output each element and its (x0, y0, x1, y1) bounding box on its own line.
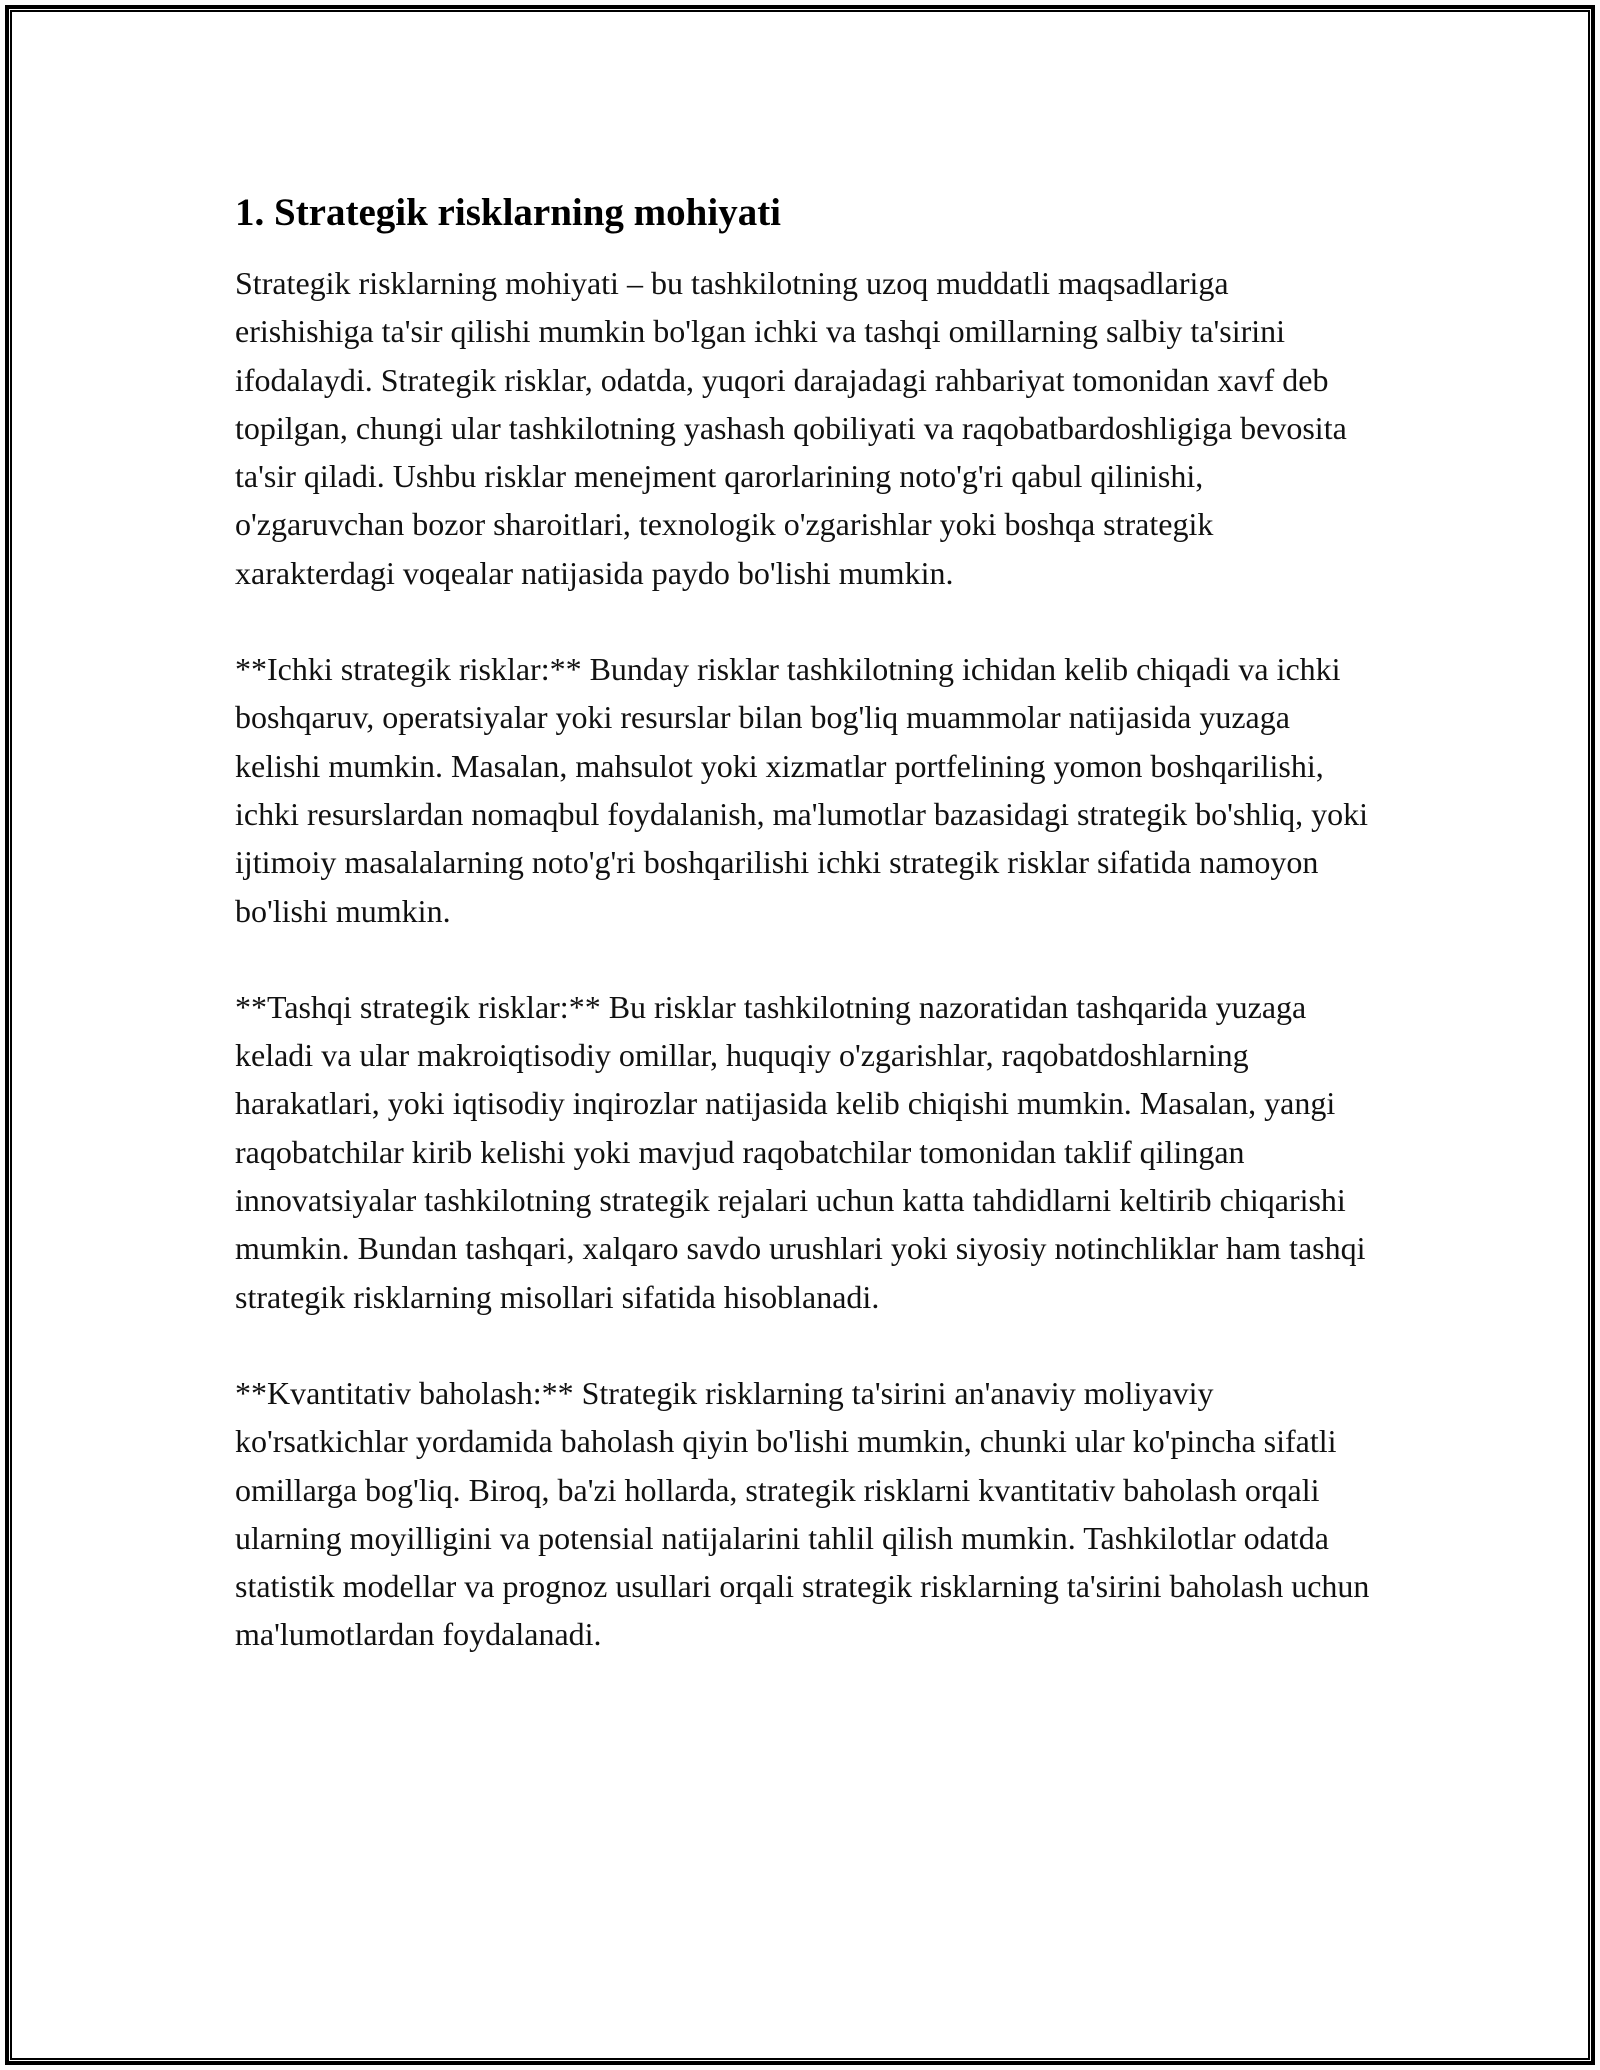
document-body (235, 185, 1375, 1707)
paragraph-external-risks: **Tashqi strategik risklar:** Bu risklar tashkilotning nazoratidan tashqarida yuzaga keladi va ular makroiqtisodiy omillar, huquqiy o'zgarishlar, raqobatdoshlarning harakatlari, yoki iqtisodiy inqirozlar natijasida kelib chiqishi mumkin. Masalan, yangi raqobatchilar kirib kelishi yoki mavjud raqobatchilar tomonidan taklif qilingan innovatsiyalar tashkilotning strategik rejalari uchun katta tahdidlarni keltirib chiqarishi mumkin. Bundan tashqari, xalqaro savdo urushlari yoki siyosiy notinchliklar ham tashqi strategik risklarning misollari sifatida hisoblanadi. (235, 988, 1366, 1315)
paragraph-quantitative-assessment: **Kvantitativ baholash:** Strategik risklarning ta'sirini an'anaviy moliyaviy ko'rsatkichlar yordamida baholash qiyin bo'lishi mumkin, chunki ular ko'pincha sifatli omillarga bog'liq. Biroq, ba'zi hollarda, strategik risklarni kvantitativ baholash orqali ularning moyilligini va potensial natijalarini tahlil qilish mumkin. Tashkilotlar odatda statistik modellar va prognoz usullari orqali strategik risklarning ta'sirini baholash uchun ma'lumotlardan foydalanadi. (235, 1374, 1370, 1653)
paragraph-intro: Strategik risklarning mohiyati – bu tashkilotning uzoq muddatli maqsadlariga erishishiga ta'sir qilishi mumkin bo'lgan ichki va tashqi omillarning salbiy ta'sirini ifodalaydi. Strategik risklar, odatda, yuqori darajadagi rahbariyat tomonidan xavf deb topilgan, chungi ular tashkilotning yashash qobiliyati va raqobatbardoshligiga bevosita ta'sir qiladi. Ushbu risklar menejment qarorlarining noto'g'ri qabul qilinishi, o'zgaruvchan bozor sharoitlari, texnologik o'zgarishlar yoki boshqa strategik xarakterdagi voqealar natijasida paydo bo'lishi mumkin. (235, 265, 1347, 591)
section-heading: 1. Strategik risklarning mohiyati (235, 191, 782, 234)
paragraph-internal-risks: **Ichki strategik risklar:** Bunday risklar tashkilotning ichidan kelib chiqadi va ichki boshqaruv, operatsiyalar yoki resurslar bilan bog'liq muammolar natijasida yuzaga kelishi mumkin. Masalan, mahsulot yoki xizmatlar portfelining yomon boshqarilishi, ichki resurslardan nomaqbul foydalanish, ma'lumotlar bazasidagi strategik bo'shliq, yoki ijtimoiy masalalarning noto'g'ri boshqarilishi ichki strategik risklar sifatida namoyon bo'lishi mumkin. (235, 651, 1369, 929)
